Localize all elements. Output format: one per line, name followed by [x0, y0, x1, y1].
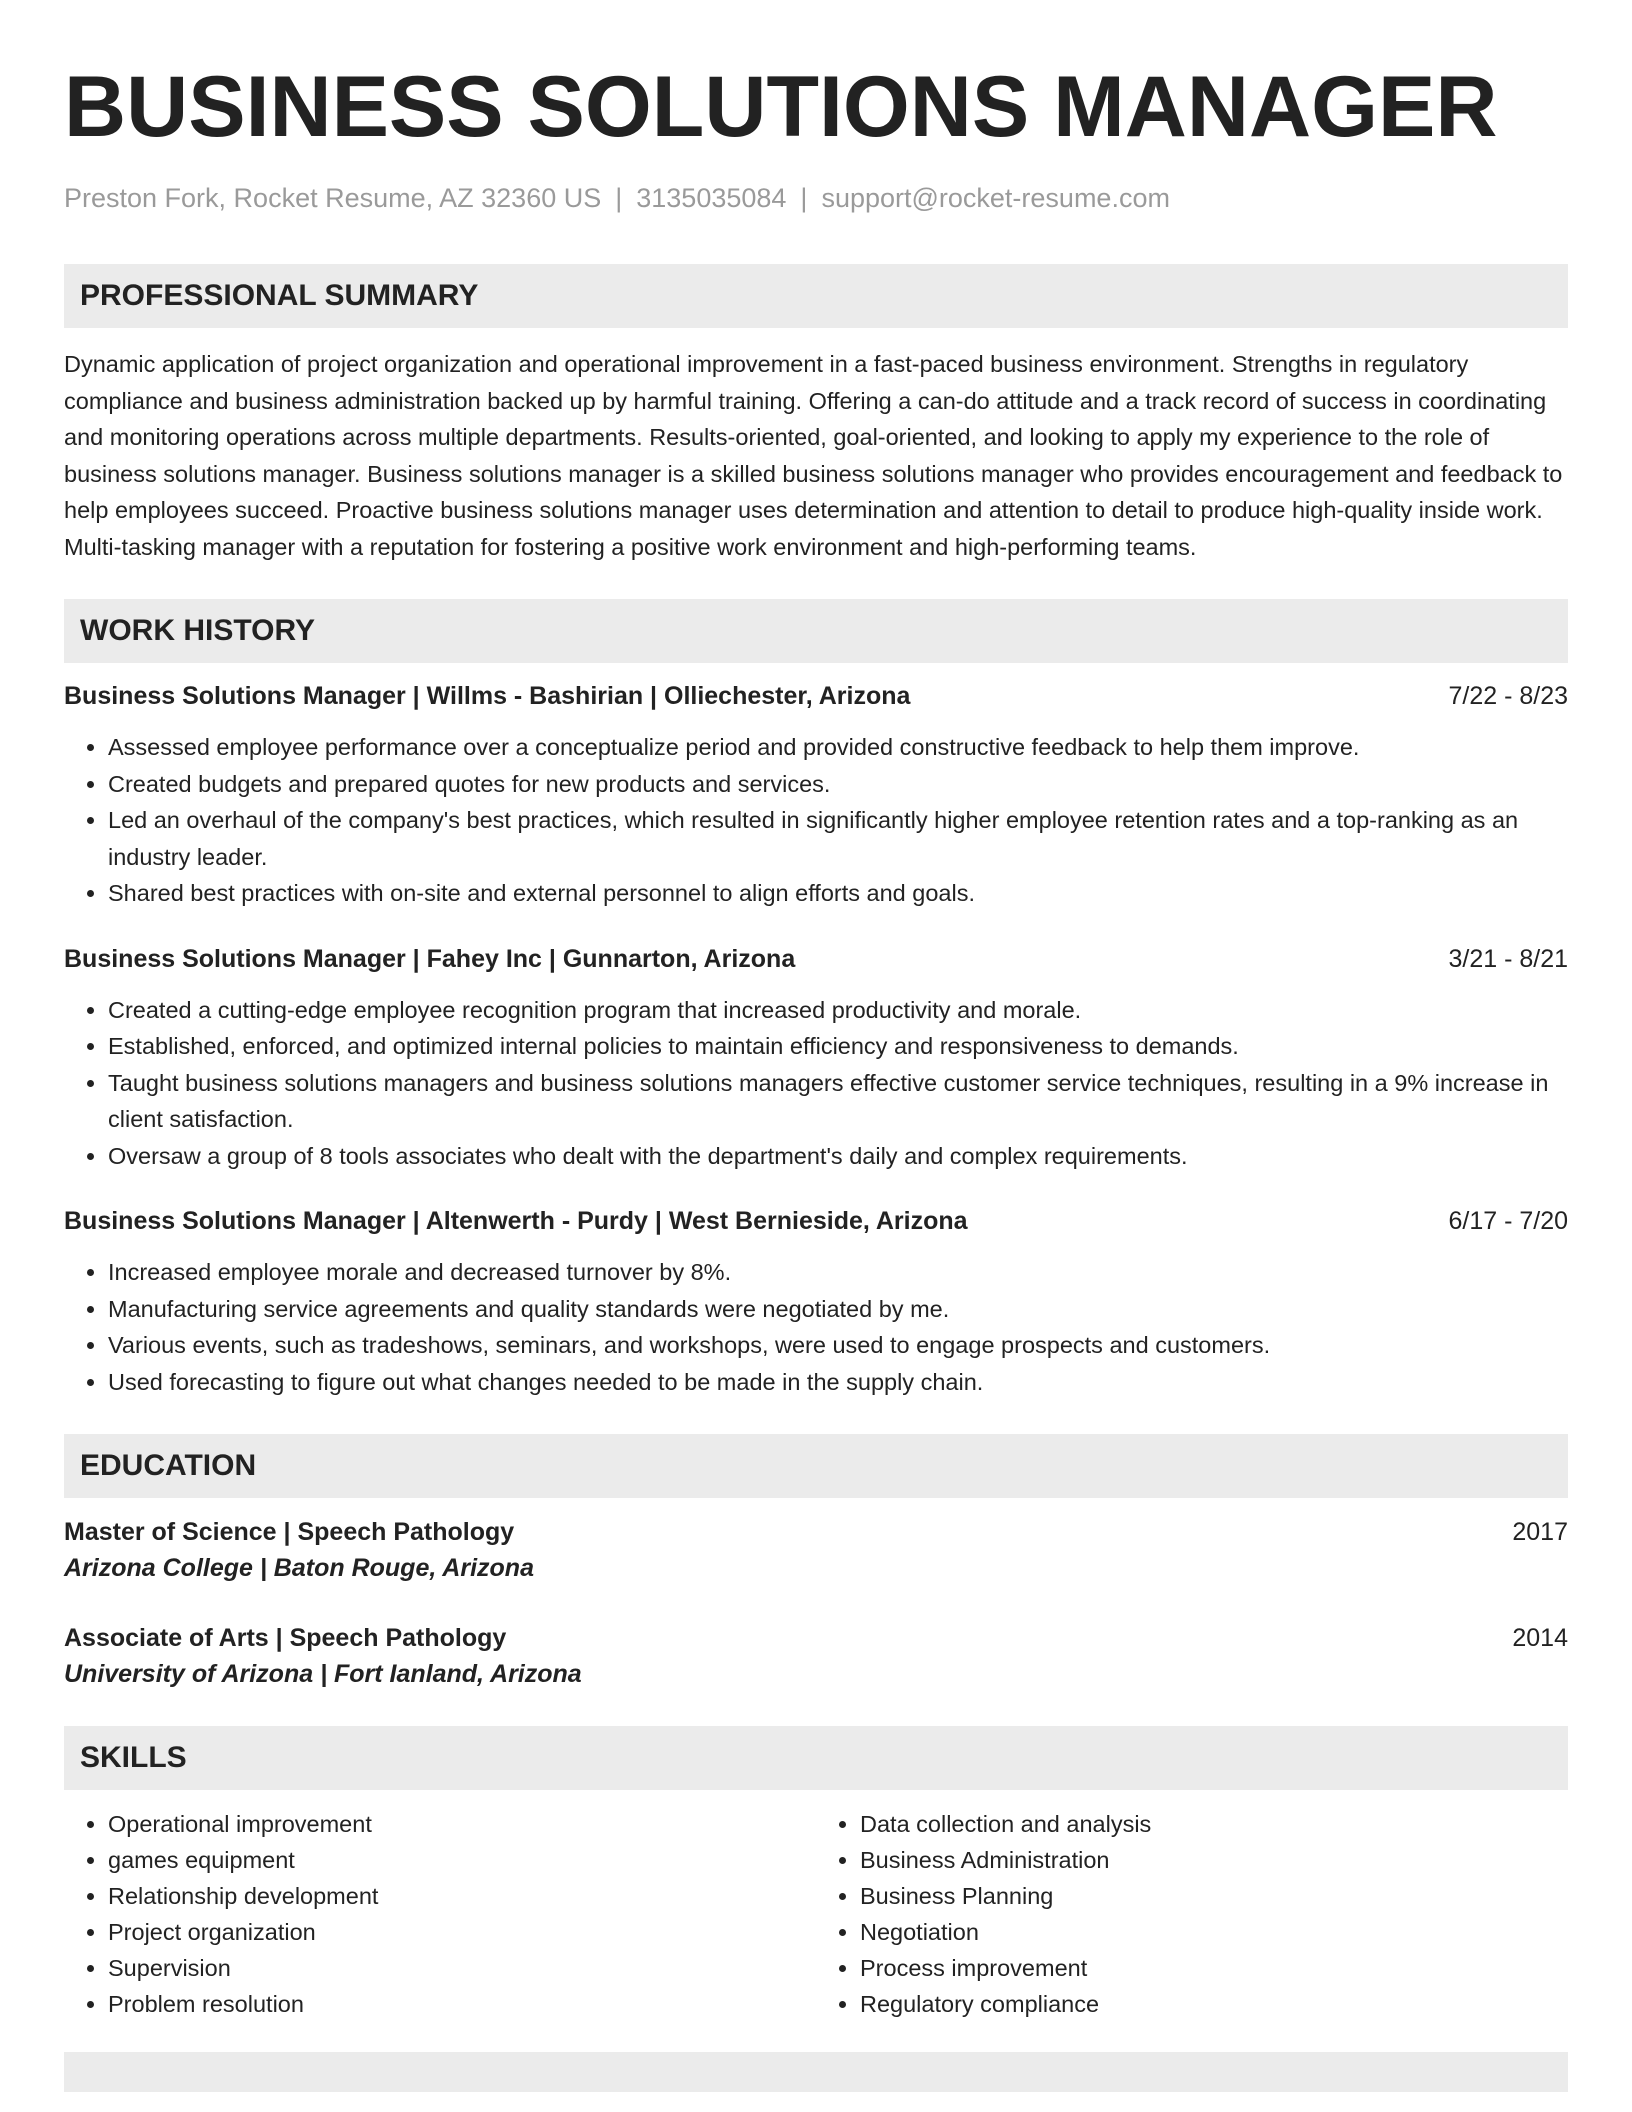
job-dates: 7/22 - 8/23: [1448, 682, 1568, 711]
contact-separator: |: [615, 183, 623, 213]
education-school: Arizona College | Baton Rouge, Arizona: [64, 1554, 534, 1583]
education-entry: [64, 1620, 1568, 1692]
job-entry: [64, 1204, 1568, 1400]
job-bullet: • Established, enforced, and optimized internal policies to maintain efficiency and responsiveness to demands.: [108, 1028, 1568, 1065]
contact-separator: |: [800, 183, 808, 213]
section-heading-work: WORK HISTORY: [64, 599, 1568, 663]
job-bullet: • Taught business solutions managers and business solutions managers effective customer service techniques, resulting in a 9% increase in client satisfaction.: [108, 1065, 1568, 1138]
skills-right-column: [816, 1806, 1568, 2022]
skill-item: • Project organization: [108, 1914, 816, 1950]
job-dates: 3/21 - 8/21: [1448, 944, 1568, 973]
contact-address: Preston Fork, Rocket Resume, AZ 32360 US: [64, 183, 602, 213]
skill-item: • Business Planning: [860, 1878, 1568, 1914]
job-bullet: • Shared best practices with on-site and external personnel to align efforts and goals.: [108, 875, 1568, 912]
job-bullet: • Created budgets and prepared quotes for new products and services.: [108, 766, 1568, 803]
job-title: Business Solutions Manager | Fahey Inc | Gunnarton, Arizona: [64, 944, 796, 973]
resume-name: BUSINESS SOLUTIONS MANAGER: [64, 59, 1498, 155]
job-bullets: [64, 729, 1568, 912]
job-entry: [64, 942, 1568, 1175]
skills-section: [64, 1726, 1568, 2022]
skill-item: • Negotiation: [860, 1914, 1568, 1950]
job-bullet: • Oversaw a group of 8 tools associates who dealt with the department's daily and complex requirements.: [108, 1138, 1568, 1175]
skill-item: • Data collection and analysis: [860, 1806, 1568, 1842]
section-heading-summary: PROFESSIONAL SUMMARY: [64, 264, 1568, 328]
skill-item: • Problem resolution: [108, 1986, 816, 2022]
job-bullet: • Assessed employee performance over a conceptualize period and provided constructive feedback to help them improve.: [108, 729, 1568, 766]
job-bullet: • Created a cutting-edge employee recognition program that increased productivity and morale.: [108, 992, 1568, 1029]
skills-columns: [64, 1806, 1568, 2022]
skill-item: • Process improvement: [860, 1950, 1568, 1986]
job-bullets: [64, 992, 1568, 1175]
contact-line: [64, 182, 1568, 214]
skill-item: • Regulatory compliance: [860, 1986, 1568, 2022]
skill-item: • Operational improvement: [108, 1806, 816, 1842]
skill-item: • Relationship development: [108, 1878, 816, 1914]
contact-phone: 3135035084: [636, 183, 787, 213]
job-bullets: [64, 1254, 1568, 1400]
job-bullet: • Led an overhaul of the company's best practices, which resulted in significantly higher employee retention rates and a top-ranking as an industry leader.: [108, 802, 1568, 875]
work-history-section: [64, 599, 1568, 1400]
skills-left-column: [64, 1806, 816, 2022]
job-title: Business Solutions Manager | Altenwerth - Purdy | West Bernieside, Arizona: [64, 1207, 968, 1236]
section-heading-education: EDUCATION: [64, 1434, 1568, 1498]
summary-text: Dynamic application of project organization and operational improvement in a fast-paced business environment. Strengths in regulatory compliance and business administration backed up by harmful training. Offering a can-do attitude and a track record of success in coordinating and monitoring operations across multiple departments. Results-oriented, goal-oriented, and looking to apply my experience to the role of business solutions manager. Business solutions manager is a skilled business solutions manager who provides encouragement and feedback to help employees succeed. Proactive business solutions manager uses determination and attention to detail to produce high-quality inside work. Multi-tasking manager with a reputation for fostering a positive work environment and high-performing teams.: [64, 351, 1563, 560]
job-bullet: • Manufacturing service agreements and quality standards were negotiated by me.: [108, 1291, 1568, 1328]
education-degree: Associate of Arts | Speech Pathology: [64, 1624, 507, 1653]
education-year: 2017: [1512, 1518, 1568, 1547]
education-degree: Master of Science | Speech Pathology: [64, 1518, 515, 1547]
job-bullet: • Increased employee morale and decreased turnover by 8%.: [108, 1254, 1568, 1291]
section-heading-skills: SKILLS: [64, 1726, 1568, 1790]
education-entry: [64, 1514, 1568, 1586]
contact-email: support@rocket-resume.com: [821, 183, 1170, 213]
job-title: Business Solutions Manager | Willms - Bashirian | Olliechester, Arizona: [64, 682, 911, 711]
job-dates: 6/17 - 7/20: [1448, 1207, 1568, 1236]
education-school: University of Arizona | Fort Ianland, Arizona: [64, 1660, 582, 1689]
skill-item: • Supervision: [108, 1950, 816, 1986]
skill-item: • games equipment: [108, 1842, 816, 1878]
education-section: [64, 1434, 1568, 1692]
skill-item: • Business Administration: [860, 1842, 1568, 1878]
section-heading-partial: [64, 2052, 1568, 2092]
job-bullet: • Various events, such as tradeshows, seminars, and workshops, were used to engage prospects and customers.: [108, 1327, 1568, 1364]
education-year: 2014: [1512, 1624, 1568, 1653]
job-bullet: • Used forecasting to figure out what changes needed to be made in the supply chain.: [108, 1364, 1568, 1401]
job-entry: [64, 679, 1568, 912]
